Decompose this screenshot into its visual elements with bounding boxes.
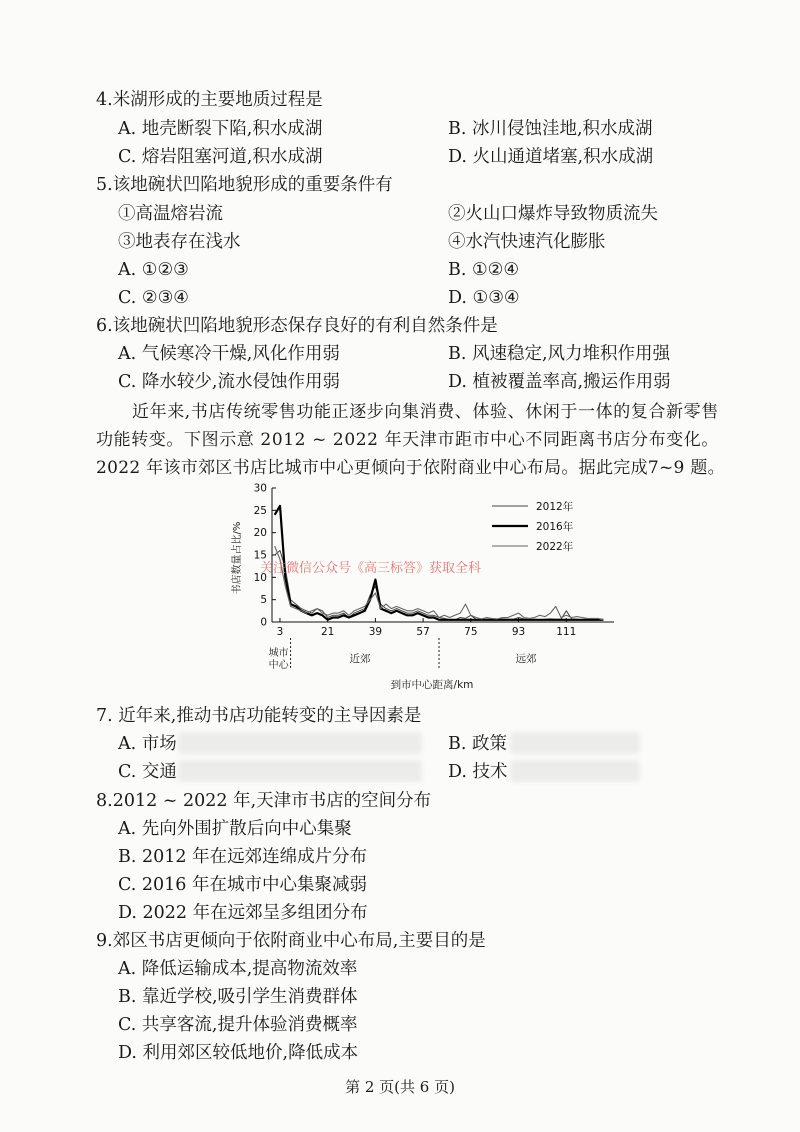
q5-stem: 5.该地碗状凹陷地貌形成的重要条件有: [96, 175, 393, 195]
q7-option-b: B. 政策: [448, 734, 507, 754]
q7-option-d: D. 技术: [448, 762, 508, 782]
q8-stem: 8.2012 ~ 2022 年,天津市书店的空间分布: [96, 791, 432, 811]
q5-item-3: ③地表存在浅水: [118, 232, 241, 252]
y-tick-label: 10: [253, 571, 267, 584]
zone-label-far: 远郊: [515, 653, 537, 665]
q7-option-a: A. 市场: [118, 734, 177, 754]
legend-label: 2022年: [536, 541, 574, 553]
chart-axes: [272, 488, 614, 670]
x-tick-label: 93: [511, 626, 526, 638]
y-tick-label: 30: [253, 482, 267, 495]
page-number: 第 2 页(共 6 页): [345, 1078, 455, 1096]
y-tick-label: 25: [253, 504, 267, 517]
q6-option-a: A. 气候寒冷干燥,风化作用弱: [118, 344, 340, 364]
q8-option-d: D. 2022 年在远郊呈多组团分布: [118, 903, 368, 923]
redaction-block: [510, 732, 640, 754]
redaction-block: [510, 760, 640, 782]
redaction-block: [178, 732, 422, 754]
q4-option-b: B. 冰川侵蚀洼地,积水成湖: [448, 119, 653, 139]
q5-item-1: ①高温熔岩流: [118, 204, 223, 224]
x-axis-label: 到市中心距离/km: [390, 679, 474, 691]
q9-option-b: B. 靠近学校,吸引学生消费群体: [118, 987, 358, 1007]
legend-label: 2012年: [536, 501, 574, 513]
q9-option-c: C. 共享客流,提升体验消费概率: [118, 1015, 358, 1035]
bookstore-distribution-chart: [210, 478, 630, 692]
series-line-2022年: [275, 546, 604, 620]
q8-option-b: B. 2012 年在远郊连绵成片分布: [118, 847, 368, 867]
passage-line-2: 功能转变。下图示意 2012 ~ 2022 年天津市距市中心不同距离书店分布变化。: [96, 430, 719, 450]
x-tick-label: 21: [320, 626, 335, 638]
zone-label-near: 近郊: [349, 653, 371, 665]
q9-option-a: A. 降低运输成本,提高物流效率: [118, 959, 358, 979]
x-tick-label: 39: [368, 626, 383, 638]
q9-option-d: D. 利用郊区较低地价,降低成本: [118, 1043, 359, 1063]
passage-line-1: 近年来,书店传统零售功能正逐步向集消费、体验、休闲于一体的复合新零售: [132, 402, 719, 422]
y-tick-label: 0: [260, 616, 267, 629]
x-tick-label: 57: [416, 626, 430, 638]
y-axis-label: 书店数量占比/%: [232, 521, 243, 595]
q7-stem: 7. 近年来,推动书店功能转变的主导因素是: [96, 706, 422, 726]
q6-option-c: C. 降水较少,流水侵蚀作用弱: [118, 372, 340, 392]
q5-item-2: ②火山口爆炸导致物质流失: [448, 204, 658, 224]
q6-stem: 6.该地碗状凹陷地貌形态保存良好的有利自然条件是: [96, 316, 498, 336]
q8-option-a: A. 先向外围扩散后向中心集聚: [118, 819, 352, 839]
q6-option-d: D. 植被覆盖率高,搬运作用弱: [448, 372, 671, 392]
x-tick-label: 111: [556, 626, 577, 638]
watermark: 关注微信公众号《高三标答》获取全科: [260, 561, 482, 576]
q4-stem: 4.米湖形成的主要地质过程是: [96, 90, 323, 110]
zone-label-center: 城市中心: [268, 648, 289, 671]
q7-option-c: C. 交通: [118, 762, 177, 782]
q5-item-4: ④水汽快速汽化膨胀: [448, 232, 606, 252]
q5-option-d: D. ①③④: [448, 288, 520, 308]
q4-option-d: D. 火山通道堵塞,积水成湖: [448, 147, 654, 167]
q8-option-c: C. 2016 年在城市中心集聚减弱: [118, 875, 367, 895]
q5-option-c: C. ②③④: [118, 288, 189, 308]
q4-option-c: C. 熔岩阻塞河道,积水成湖: [118, 147, 323, 167]
q6-option-b: B. 风速稳定,风力堆积作用强: [448, 344, 671, 364]
chart-legend: [492, 500, 574, 553]
q9-stem: 9.郊区书店更倾向于依附商业中心布局,主要目的是: [96, 931, 486, 951]
y-tick-label: 5: [260, 594, 267, 607]
x-tick-label: 75: [464, 626, 478, 638]
legend-label: 2016年: [536, 521, 574, 533]
redaction-block: [178, 760, 422, 782]
x-tick-label: 3: [276, 626, 284, 638]
q5-option-a: A. ①②③: [118, 260, 189, 280]
passage-line-3: 2022 年该市郊区书店比城市中心更倾向于依附商业中心布局。据此完成7~9 题。: [96, 458, 725, 478]
q4-option-a: A. 地壳断裂下陷,积水成湖: [118, 119, 323, 139]
y-tick-label: 15: [253, 549, 267, 562]
q5-option-b: B. ①②④: [448, 260, 520, 280]
y-tick-label: 20: [253, 527, 267, 540]
